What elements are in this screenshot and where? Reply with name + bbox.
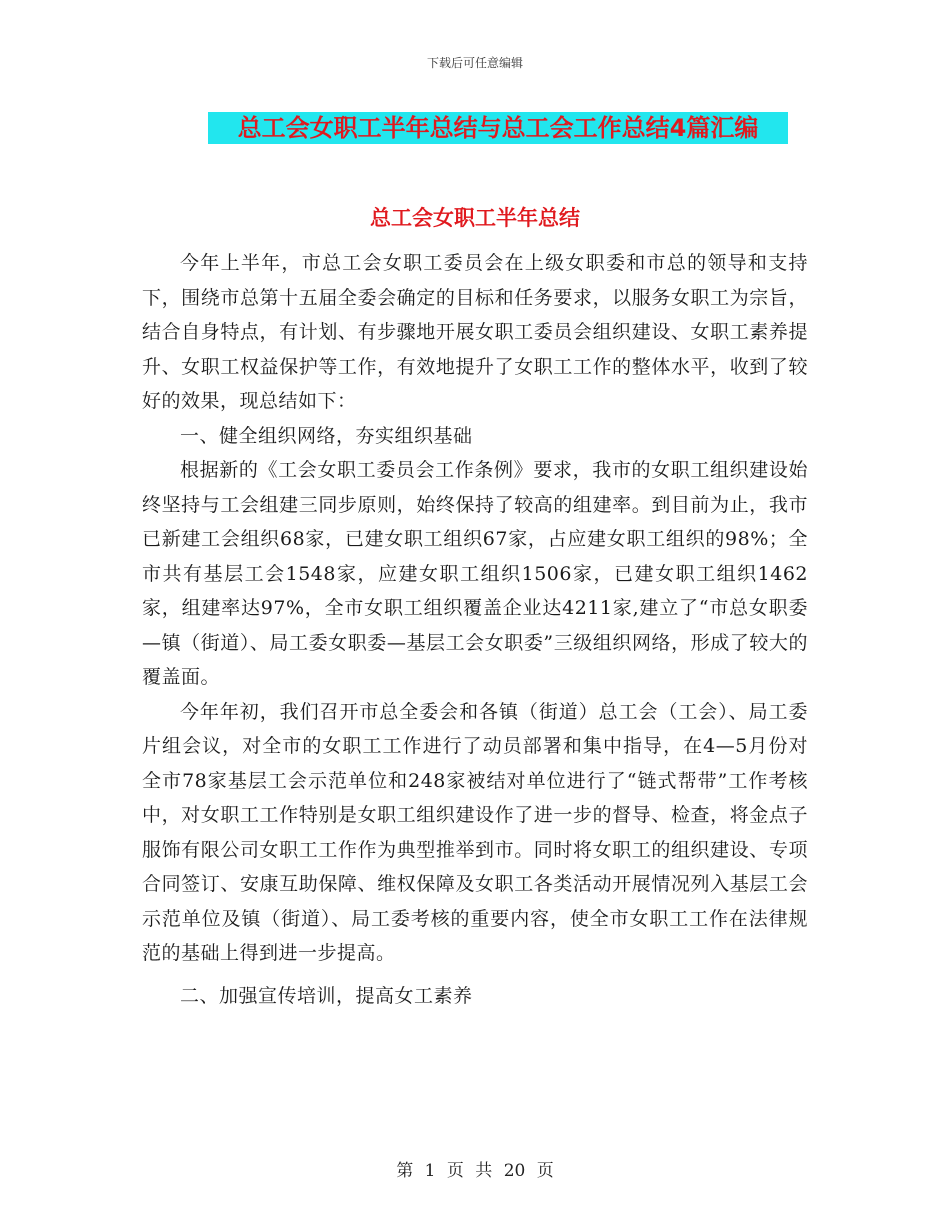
heading-2: 二、加强宣传培训，提高女工素养 xyxy=(180,984,473,1007)
paragraph-organization: 根据新的《工会女职工委员会工作条例》要求，我市的女职工组织建设始终坚持与工会组建三同步原则，始终保持了较高的组建率。到目前为止，我市已新建工会组织68家，已建女职工组织67家，占应建女职工组织的98%；全市共有基层工会1548家，应建女职工组织1506家，已建女职工组织1462家，组建率达97%，全市女职工组织覆盖企业达4211家,建立了“市总女职委—镇（街道）、局工委女职委—基层工会女职委”三级组织网络，形成了较大的覆盖面。 xyxy=(142,459,808,688)
header-note: 下载后可任意编辑 xyxy=(426,56,523,70)
paragraph-intro: 今年上半年，市总工会女职工委员会在上级女职委和市总的领导和支持下，围绕市总第十五届全委会确定的目标和任务要求，以服务女职工为宗旨，结合自身特点，有计划、有步骤地开展女职工委员会组织建设、女职工素养提升、女职工权益保护等工作，有效地提升了女职工工作的整体水平，收到了较好的效果，现总结如下： xyxy=(142,252,808,412)
paragraph-meeting: 今年年初，我们召开市总全委会和各镇（街道）总工会（工会）、局工委片组会议，对全市的女职工工作进行了动员部署和集中指导，在4—5月份对全市78家基层工会示范单位和248家被结对单位进行了“链式帮带”工作考核中，对女职工工作特别是女职工组织建设作了进一步的督导、检查，将金点子服饰有限公司女职工工作作为典型推举到市。同时将女职工的组织建设、专项合同签订、安康互助保障、维权保障及女职工各类活动开展情况列入基层工会示范单位及镇（街道）、局工委考核的重要内容，使全市女职工工作在法律规范的基础上得到进一步提高。 xyxy=(142,700,808,964)
section-title: 总工会女职工半年总结 xyxy=(370,206,580,230)
document-title: 总工会女职工半年总结与总工会工作总结4篇汇编 xyxy=(208,112,788,144)
page-indicator: 第 1 页 共 20 页 xyxy=(396,1161,554,1181)
document-body xyxy=(142,246,808,1013)
heading-1: 一、健全组织网络，夯实组织基础 xyxy=(180,424,473,447)
